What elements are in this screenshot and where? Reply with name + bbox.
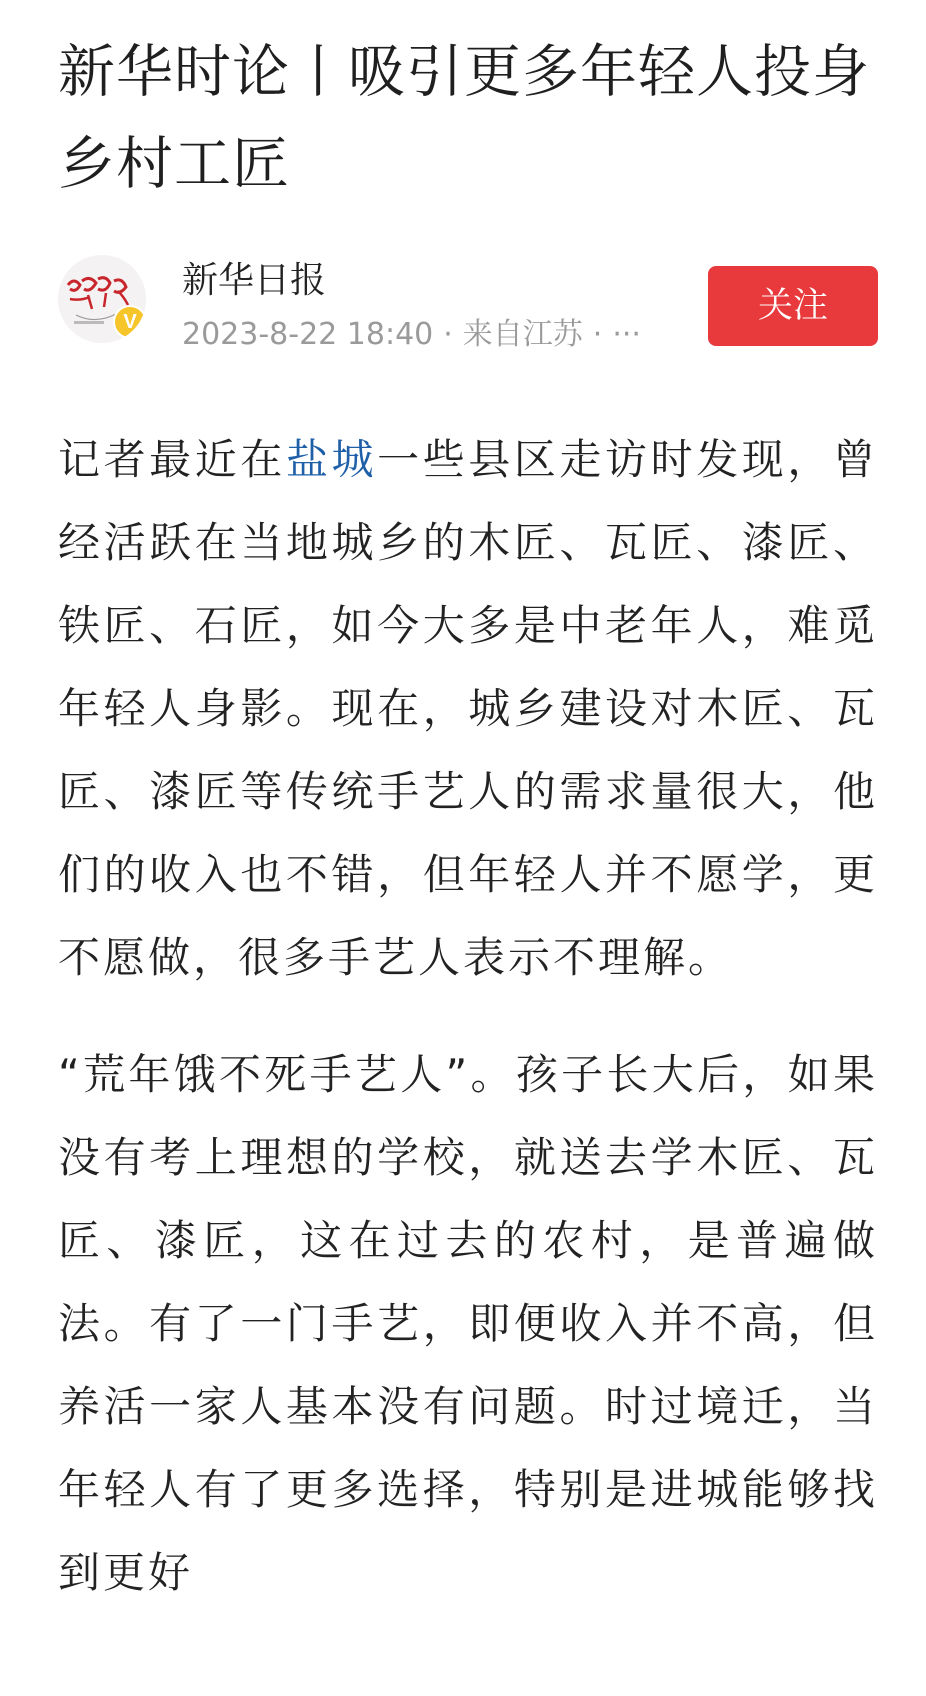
paragraph-text: 记者最近在 [58,435,286,484]
post-meta [182,315,641,355]
author-name[interactable]: 新华日报 [182,260,327,301]
article-paragraph [58,418,878,999]
verified-badge-icon: V [113,305,146,339]
paragraph-text: 一些县区走访时发现，曾经活跃在当地城乡的木匠、瓦匠、漆匠、铁匠、石匠，如今大多是中老年人，难觅年轻人身影。现在，城乡建设对木匠、瓦匠、漆匠等传统手艺人的需求量很大，他们的收入也不错，但年轻人并不愿学，更不愿做，很多手艺人表示不理解。 [58,435,878,982]
article-paragraph: “荒年饿不死手艺人”。孩子长大后，如果没有考上理想的学校，就送去学木匠、瓦匠、漆匠，这在过去的农村，是普遍做法。有了一门手艺，即便收入并不高，但养活一家人基本没有问题。时过境迁，当年轻人有了更多选择，特别是进城能够找到更好 [58,1050,878,1597]
post-location: 来自江苏 [462,317,583,352]
article-body [58,418,878,1614]
follow-button[interactable]: 关注 [708,266,878,346]
more-options-icon[interactable]: ··· [612,317,641,352]
article-title: 新华时论丨吸引更多年轻人投身乡村工匠 [58,39,870,197]
meta-separator: · [443,317,453,352]
location-link[interactable]: 盐城 [285,435,378,484]
meta-separator: · [592,317,603,352]
author-avatar[interactable] [58,255,146,343]
post-date: 2023-8-22 18:40 [182,317,434,352]
author-info [58,255,868,370]
